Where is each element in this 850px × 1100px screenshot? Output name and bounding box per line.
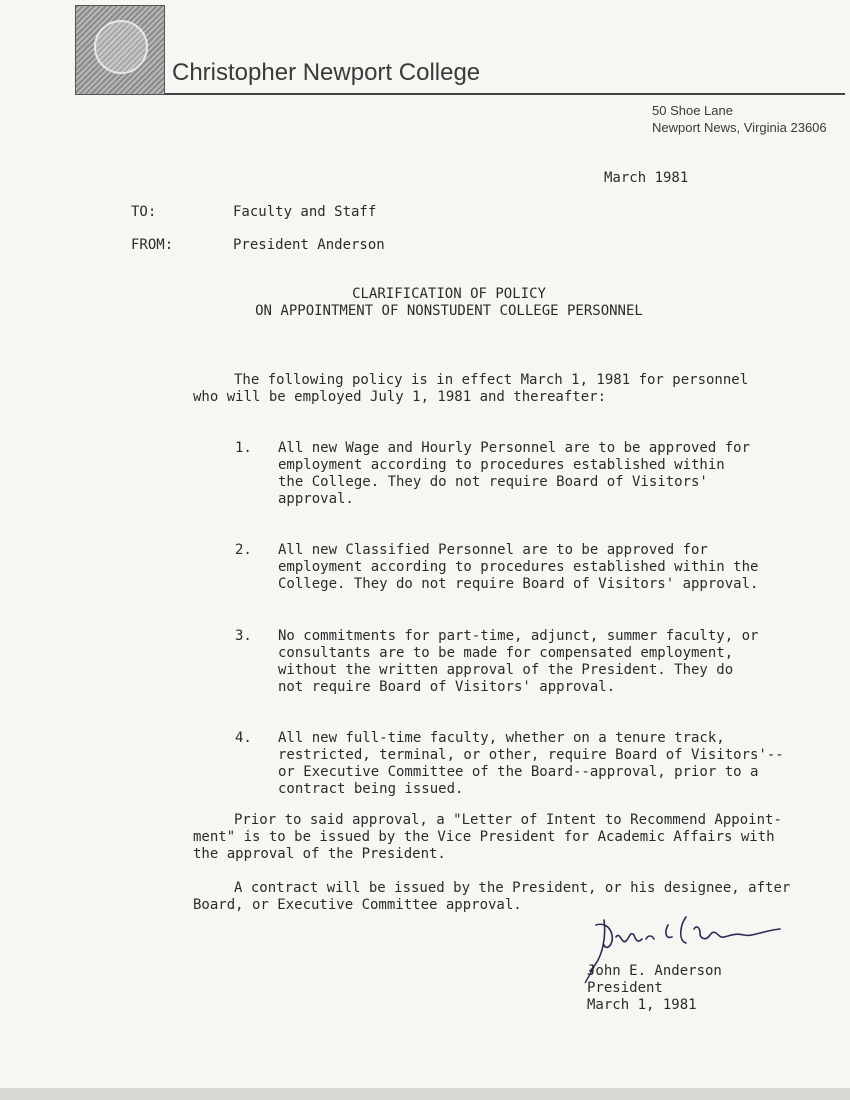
scan-bottom-edge — [0, 1088, 850, 1100]
paragraph-line: Board, or Executive Committee approval. — [193, 897, 522, 913]
item-line: the College. They do not require Board of Visitors' — [278, 474, 708, 490]
item-line: All new Classified Personnel are to be approved for — [278, 542, 708, 558]
item-number: 3. — [235, 628, 252, 644]
subject-line-1: CLARIFICATION OF POLICY — [352, 286, 546, 302]
item-number: 1. — [235, 440, 252, 456]
item-line: employment according to procedures established within the — [278, 559, 759, 575]
item-line: College. They do not require Board of Visitors' approval. — [278, 576, 759, 592]
policy-item-3 — [278, 628, 758, 696]
item-line: restricted, terminal, or other, require Board of Visitors'-- — [278, 747, 784, 763]
paragraph-line: ment" is to be issued by the Vice President for Academic Affairs with — [193, 829, 775, 845]
header-divider — [165, 93, 845, 95]
policy-item-1 — [278, 440, 750, 508]
to-recipients: Faculty and Staff — [233, 204, 377, 220]
paragraph-line: the approval of the President. — [193, 846, 446, 862]
item-line: All new full-time faculty, whether on a tenure track, — [278, 730, 725, 746]
address-line-2: Newport News, Virginia 23606 — [652, 120, 827, 135]
paragraph-line: Prior to said approval, a "Letter of Intent to Recommend Appoint- — [234, 812, 782, 828]
item-line: contract being issued. — [278, 781, 464, 797]
signer-title: President — [587, 980, 663, 996]
item-line: or Executive Committee of the Board--approval, prior to a — [278, 764, 759, 780]
item-line: consultants are to be made for compensated employment, — [278, 645, 734, 661]
item-number: 2. — [235, 542, 252, 558]
from-label: FROM: — [131, 237, 174, 253]
signature-date: March 1, 1981 — [587, 997, 697, 1013]
paragraph-line: A contract will be issued by the President, or his designee, after — [234, 880, 791, 896]
item-line: not require Board of Visitors' approval. — [278, 679, 616, 695]
item-line: approval. — [278, 491, 354, 507]
letter-of-intent-paragraph — [193, 812, 782, 863]
intro-line-1: The following policy is in effect March 1, 1981 for personnel — [234, 372, 749, 388]
seal-emblem — [94, 20, 148, 74]
policy-item-4 — [278, 730, 784, 798]
item-line: without the written approval of the President. They do — [278, 662, 734, 678]
item-number: 4. — [235, 730, 252, 746]
address-line-1: 50 Shoe Lane — [652, 103, 733, 118]
signature-block — [587, 963, 722, 1014]
intro-paragraph — [193, 372, 748, 406]
intro-line-2: who will be employed July 1, 1981 and thereafter: — [193, 389, 607, 405]
to-label: TO: — [131, 204, 157, 220]
policy-item-2 — [278, 542, 758, 593]
subject-line-2: ON APPOINTMENT OF NONSTUDENT COLLEGE PERSONNEL — [255, 303, 643, 319]
memo-subject — [249, 286, 649, 320]
college-name: Christopher Newport College — [172, 59, 481, 86]
item-line: employment according to procedures established within — [278, 457, 725, 473]
memo-date: March 1981 — [604, 170, 689, 186]
item-line: All new Wage and Hourly Personnel are to be approved for — [278, 440, 751, 456]
college-seal-logo — [75, 5, 165, 95]
from-sender: President Anderson — [233, 237, 385, 253]
item-line: No commitments for part-time, adjunct, summer faculty, or — [278, 628, 759, 644]
signer-name: John E. Anderson — [587, 963, 722, 979]
college-address — [652, 102, 827, 136]
